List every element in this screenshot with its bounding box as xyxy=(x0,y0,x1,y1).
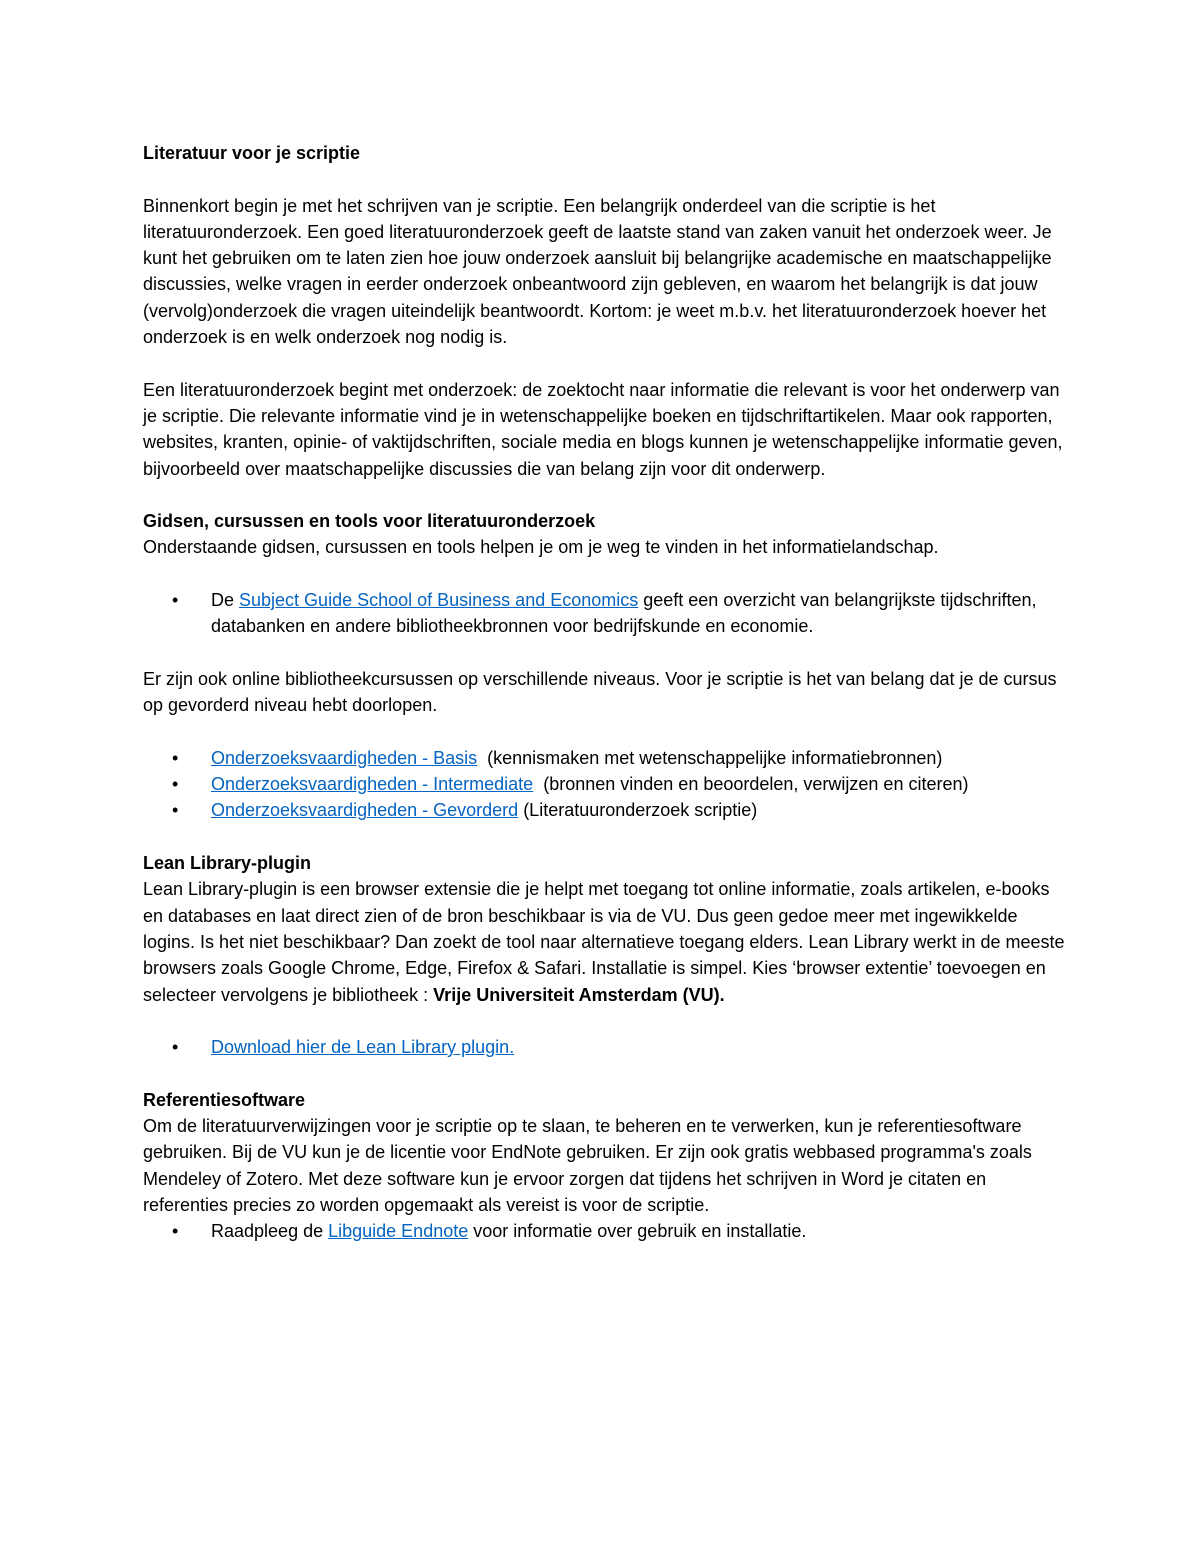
lean-list xyxy=(143,1034,1068,1060)
course-intermediate-desc: (bronnen vinden en beoordelen, verwijzen en citeren) xyxy=(533,774,969,795)
courses-list xyxy=(143,745,1068,824)
subject-guide-suffix: geeft een overzicht van belangrijkste tijdschriften, databanken en andere bibliotheekbronnen voor bedrijfskunde en economie. xyxy=(211,590,1037,637)
document-title: Literatuur voor je scriptie xyxy=(143,143,361,163)
list-item xyxy=(143,1034,1068,1060)
guides-text: Onderstaande gidsen, cursussen en tools helpen je om je weg te vinden in het informatielandschap. xyxy=(143,537,939,558)
reference-bullet-suffix: voor informatie over gebruik en installatie. xyxy=(468,1221,807,1242)
reference-text: Om de literatuurverwijzingen voor je scriptie op te slaan, te beheren en te verwerken, kun je referentiesoftware gebruiken. Bij de VU kun je de licentie voor EndNote gebruiken. Er zijn ook gratis webbased programma's zoals Mendeley of Zotero. Met deze software kun je ervoor zorgen dat tijdens het schrijven in Word je citaten en referenties precies zo worden opgemaakt als vereist is voor de scriptie. xyxy=(143,1115,1032,1215)
bullet-icon: • xyxy=(172,590,179,611)
lean-heading: Lean Library-plugin xyxy=(143,853,312,874)
lean-text-paragraph xyxy=(143,876,1068,1007)
bullet-icon: • xyxy=(172,1221,179,1242)
list-item xyxy=(143,797,1068,823)
course-basis-desc: (kennismaken met wetenschappelijke informatiebronnen) xyxy=(477,747,943,768)
list-item xyxy=(143,771,1068,797)
list-item xyxy=(143,745,1068,771)
course-basis-link[interactable]: Onderzoeksvaardigheden - Basis xyxy=(211,747,478,768)
lean-download-link[interactable]: Download hier de Lean Library plugin. xyxy=(211,1037,515,1058)
list-item xyxy=(143,1218,1068,1244)
guides-heading: Gidsen, cursussen en tools voor literatuuronderzoek xyxy=(143,511,596,532)
list-item xyxy=(143,587,1068,640)
lean-text: Lean Library-plugin is een browser extensie die je helpt met toegang tot online informatie, zoals artikelen, e-books en databases en laat direct zien of de bron beschikbaar is via de VU. Dus geen gedoe meer met ingewikkelde logins. Is het niet beschikbaar? Dan zoekt de tool naar alternatieve toegang elders. Lean Library werkt in de meeste browsers zoals Google Chrome, Edge, Firefox & Safari. Installatie is simpel. Kies ‘browser extentie’ toevoegen en selecteer vervolgens je bibliotheek : xyxy=(143,879,1065,1005)
reference-list xyxy=(143,1218,1068,1244)
intro-paragraph-2: Een literatuuronderzoek begint met onderzoek: de zoektocht naar informatie die relevant is voor het onderwerp van je scriptie. Die relevante informatie vind je in wetenschappelijke boeken en tijdschriftartikelen. Maar ook rapporten, websites, kranten, opinie- of vaktijdschriften, sociale media en blogs kunnen je wetenschappelijke informatie geven, bijvoorbeeld over maatschappelijke discussies die van belang zijn voor dit onderwerp. xyxy=(143,379,1063,479)
reference-heading: Referentiesoftware xyxy=(143,1089,306,1110)
subject-guide-link[interactable]: Subject Guide School of Business and Economics xyxy=(239,590,639,611)
course-intermediate-link[interactable]: Onderzoeksvaardigheden - Intermediate xyxy=(211,774,534,795)
guides-list xyxy=(143,587,1068,640)
bullet-icon: • xyxy=(172,747,179,768)
reference-bullet-prefix: Raadpleeg de xyxy=(211,1221,329,1242)
courses-text: Er zijn ook online bibliotheekcursussen op verschillende niveaus. Voor je scriptie is het van belang dat je de cursus op gevorderd niveau hebt doorlopen. xyxy=(143,668,1057,716)
course-gevorderd-link[interactable]: Onderzoeksvaardigheden - Gevorderd xyxy=(211,800,519,821)
bullet-icon: • xyxy=(172,800,179,821)
course-gevorderd-desc: (Literatuuronderzoek scriptie) xyxy=(518,800,758,821)
bullet-icon: • xyxy=(172,774,179,795)
lean-bold-library: Vrije Universiteit Amsterdam (VU). xyxy=(433,984,725,1005)
bullet-icon: • xyxy=(172,1037,179,1058)
intro-paragraph-1: Binnenkort begin je met het schrijven van je scriptie. Een belangrijk onderdeel van die scriptie is het literatuuronderzoek. Een goed literatuuronderzoek geeft de laatste stand van zaken vanuit het onderzoek weer. Je kunt het gebruiken om te laten zien hoe jouw onderzoek aansluit bij belangrijke academische en maatschappelijke discussies, welke vragen in eerder onderzoek onbeantwoord zijn gebleven, en waarom het belangrijk is dat jouw (vervolg)onderzoek die vragen uiteindelijk beantwoordt. Kortom: je weet m.b.v. het literatuuronderzoek hoever het onderzoek is en welk onderzoek nog nodig is. xyxy=(143,195,1052,348)
libguide-endnote-link[interactable]: Libguide Endnote xyxy=(328,1221,469,1242)
subject-guide-prefix: De xyxy=(211,590,240,611)
document-page xyxy=(143,140,1068,1244)
